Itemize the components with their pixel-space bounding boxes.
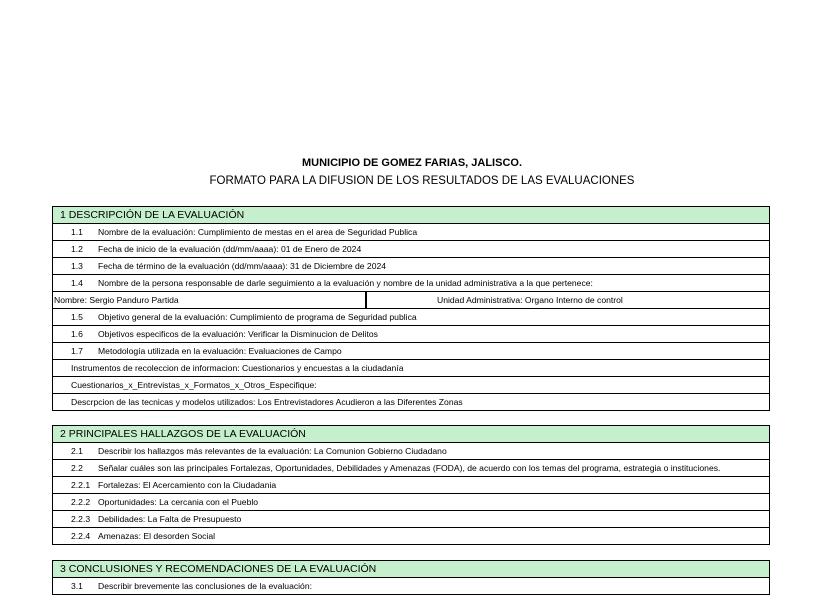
field-row-1-2[interactable]: [53, 241, 769, 258]
field-row-1-1[interactable]: [53, 224, 769, 241]
form-subtitle: FORMATO PARA LA DIFUSION DE LOS RESULTADOS DE LAS EVALUACIONES: [209, 175, 635, 187]
item-text: Debilidades: La Falta de Presupuesto: [98, 514, 242, 524]
techniques-row[interactable]: Descrpcion de las tecnicas y modelos utilizados: Los Entrevistadores Acudieron a las Diferentes Zonas: [53, 394, 769, 411]
field-row-1-4[interactable]: [53, 275, 769, 292]
responsible-row: [53, 292, 769, 309]
field-row-3-1[interactable]: [53, 578, 769, 595]
item-text: Nombre de la persona responsable de darle seguimiento a la evaluación y nombre de la unidad administrativa a la que pertenece:: [98, 278, 593, 288]
item-text: Señalar cuáles son las principales Fortalezas, Oportunidades, Debilidades y Amenazas (FODA), de acuerdo con los temas del programa, estrategia o instituciones.: [98, 463, 721, 473]
foda-row-weaknesses[interactable]: [53, 511, 769, 528]
section-main-findings: [52, 425, 770, 545]
item-number: 2.2.2: [71, 497, 91, 507]
foda-row-opportunities[interactable]: [53, 494, 769, 511]
item-text: Describir los hallazgos más relevantes de la evaluación: La Comunion Gobierno Ciudadano: [98, 446, 447, 456]
foda-row-threats[interactable]: [53, 528, 769, 545]
item-text: Describir brevemente las conclusiones de la evaluación:: [98, 581, 313, 591]
item-text: Metodología utilizada en la evaluación: Evaluaciones de Campo: [98, 346, 342, 356]
instruments-row[interactable]: Instrumentos de recoleccion de informacion: Cuestionarios y encuestas a la ciudadanía: [53, 360, 769, 377]
item-number: 1.1: [71, 227, 83, 237]
field-row-1-5[interactable]: [53, 309, 769, 326]
section-heading: 3 CONCLUSIONES Y RECOMENDACIONES DE LA EVALUACIÓN: [53, 561, 769, 578]
field-row-2-1[interactable]: [53, 443, 769, 460]
item-text: Nombre de la evaluación: Cumplimiento de mestas en el area de Seguridad Publica: [98, 227, 418, 237]
item-text: Objetivos especificos de la evaluación: Verificar la Disminucion de Delitos: [98, 329, 378, 339]
item-number: 2.1: [71, 446, 83, 456]
item-number: 2.2: [71, 463, 83, 473]
field-row-1-6[interactable]: [53, 326, 769, 343]
item-text: Objetivo general de la evaluación: Cumplimiento de programa de Seguridad publica: [98, 312, 417, 322]
item-number: 1.4: [71, 278, 83, 288]
item-text: Oportunidades: La cercania con el Pueblo: [98, 497, 259, 507]
field-row-1-3[interactable]: [53, 258, 769, 275]
item-number: 1.3: [71, 261, 83, 271]
item-number: 2.2.1: [71, 480, 91, 490]
item-number: 2.2.3: [71, 514, 91, 524]
municipality-title: MUNICIPIO DE GOMEZ FARIAS, JALISCO.: [301, 157, 523, 169]
item-number: 1.6: [71, 329, 83, 339]
instruments-checklist-row[interactable]: Cuestionarios_x_Entrevistas_x_Formatos_x_Otros_Especifique:: [53, 377, 769, 394]
section-heading: 1 DESCRIPCIÓN DE LA EVALUACIÓN: [53, 207, 769, 224]
section-conclusions: [52, 560, 770, 595]
foda-row-strengths[interactable]: [53, 477, 769, 494]
responsible-name[interactable]: Nombre: Sergio Panduro Partida: [53, 292, 367, 308]
item-number: 1.7: [71, 346, 83, 356]
section-evaluation-description: [52, 206, 770, 411]
item-number: 1.5: [71, 312, 83, 322]
item-number: 1.2: [71, 244, 83, 254]
item-text: Fortalezas: El Acercamiento con la Ciudadania: [98, 480, 277, 490]
item-number: 3.1: [71, 581, 83, 591]
section-heading: 2 PRINCIPALES HALLAZGOS DE LA EVALUACIÓN: [53, 426, 769, 443]
item-text: Fecha de término de la evaluación (dd/mm/aaaa): 31 de Diciembre de 2024: [98, 261, 387, 271]
item-number: 2.2.4: [71, 531, 91, 541]
item-text: Amenazas: El desorden Social: [98, 531, 216, 541]
administrative-unit[interactable]: Unidad Administrativa: Organo Interno de control: [437, 295, 623, 305]
item-text: Fecha de inicio de la evaluación (dd/mm/aaaa): 01 de Enero de 2024: [98, 244, 362, 254]
field-row-1-7[interactable]: [53, 343, 769, 360]
field-row-2-2[interactable]: [53, 460, 769, 477]
